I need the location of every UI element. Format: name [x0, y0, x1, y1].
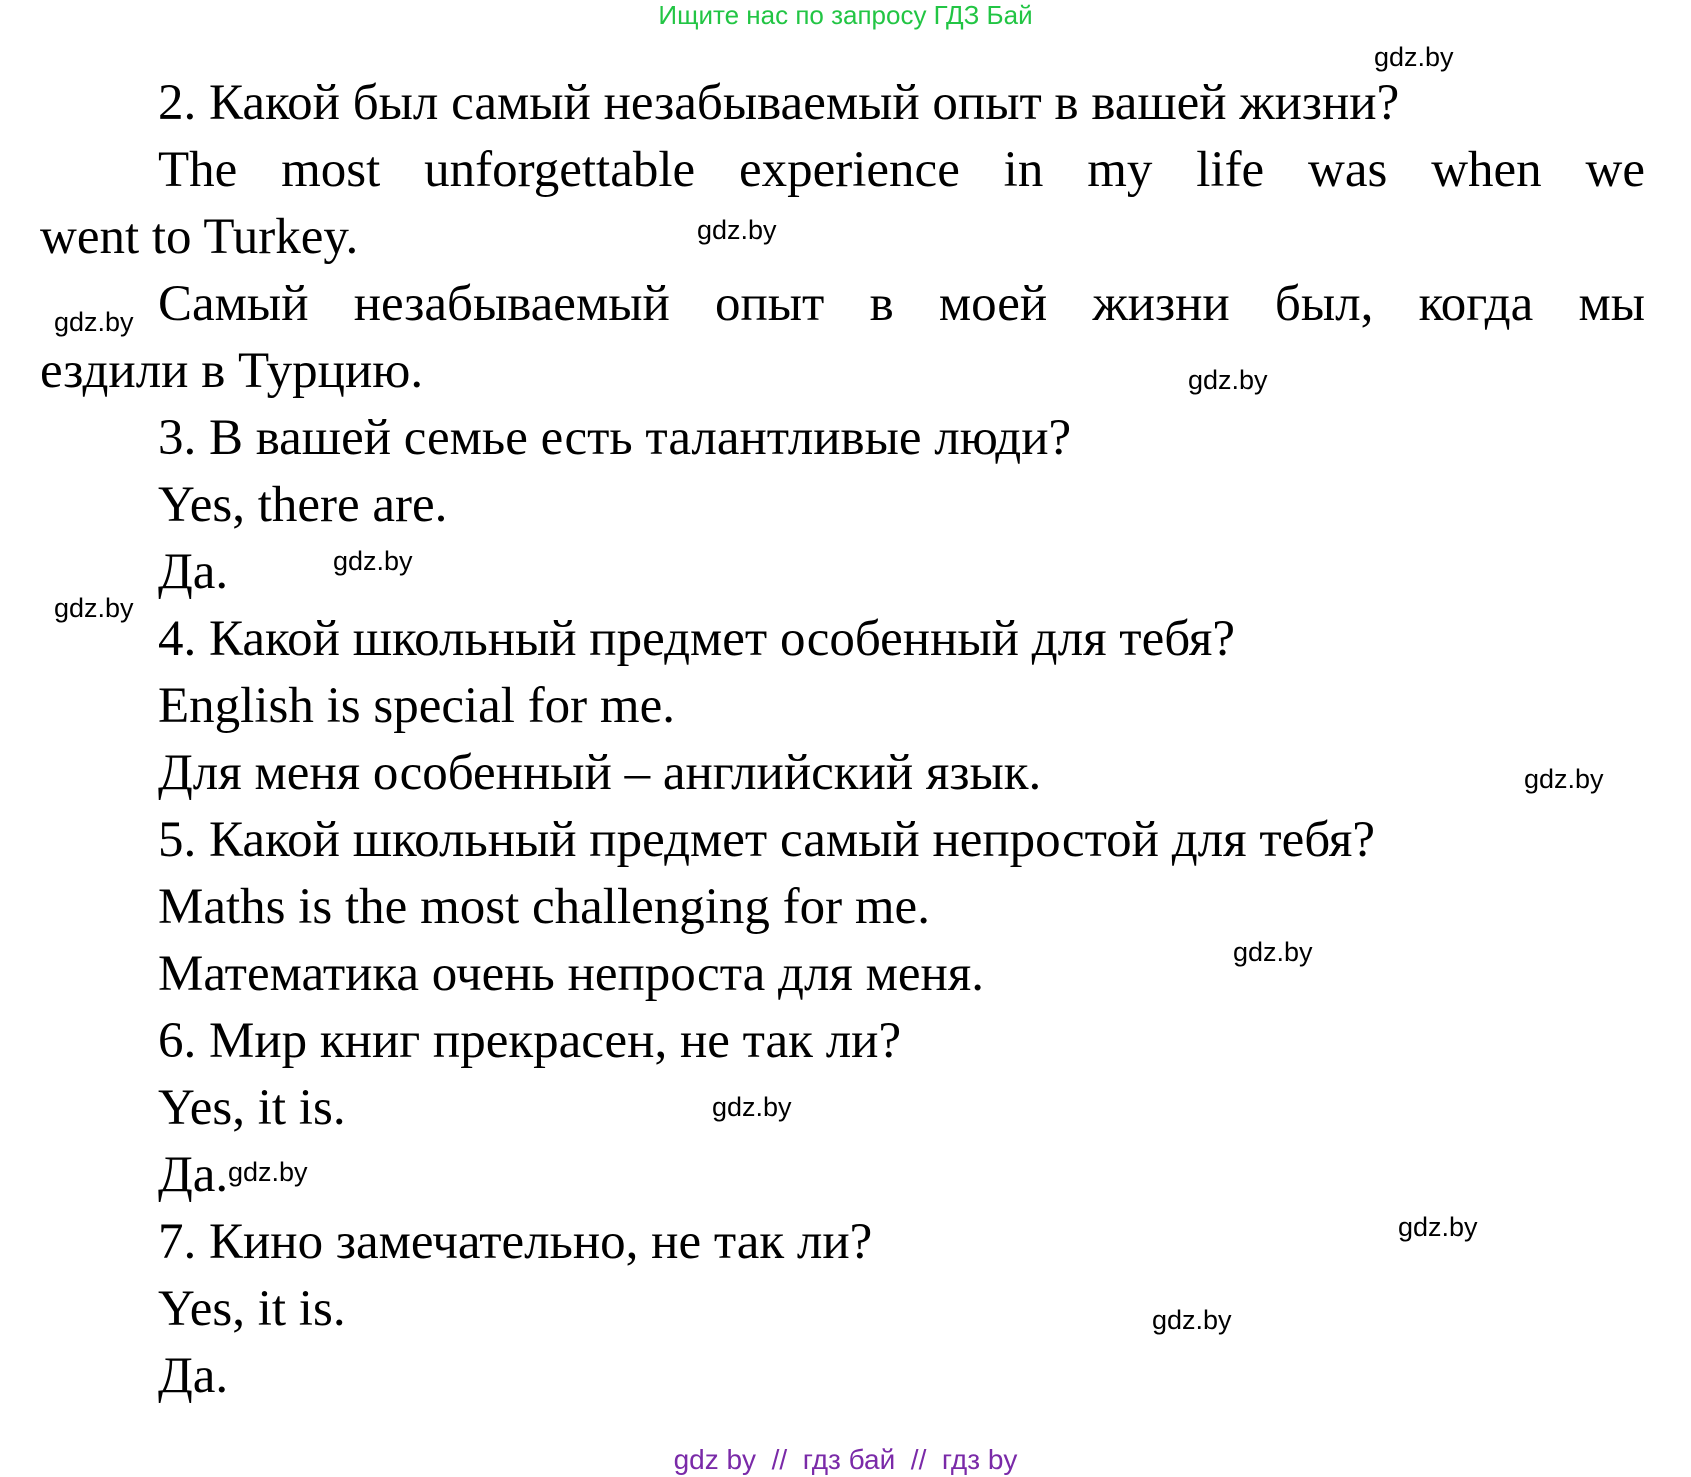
watermark: gdz.by — [1233, 937, 1313, 967]
watermark: gdz.by — [1188, 365, 1268, 395]
watermark: gdz.by — [697, 215, 777, 245]
footer-links: gdz by // гдз бай // гдз by — [673, 1444, 1018, 1475]
watermark: gdz.by — [54, 307, 134, 337]
answer-5-ru: Математика очень непроста для меня. — [158, 946, 985, 1002]
answer-6-en: Yes, it is. — [158, 1080, 346, 1136]
question-4: 4. Какой школьный предмет особенный для тебя? — [158, 611, 1235, 667]
question-7: 7. Кино замечательно, не так ли? — [158, 1214, 873, 1270]
answer-2-ru-line-2: ездили в Турцию. — [40, 343, 424, 399]
watermark: gdz.by — [1374, 42, 1454, 72]
answer-4-ru: Для меня особенный – английский язык. — [158, 745, 1042, 801]
watermark: gdz.by — [54, 593, 134, 623]
answer-5-en: Maths is the most challenging for me. — [158, 879, 930, 935]
question-5: 5. Какой школьный предмет самый непростой для тебя? — [158, 812, 1376, 868]
question-2: 2. Какой был самый незабываемый опыт в вашей жизни? — [158, 75, 1400, 131]
watermark: gdz.by — [1398, 1212, 1478, 1242]
answer-4-en: English is special for me. — [158, 678, 675, 734]
question-3: 3. В вашей семье есть талантливые люди? — [158, 410, 1072, 466]
watermark: gdz.by — [1152, 1305, 1232, 1335]
watermark: gdz.by — [228, 1157, 308, 1187]
watermark: gdz.by — [712, 1092, 792, 1122]
answer-7-en: Yes, it is. — [158, 1281, 346, 1337]
watermark: gdz.by — [1524, 764, 1604, 794]
watermark: gdz.by — [333, 546, 413, 576]
answer-3-ru: Да. — [158, 544, 229, 600]
answer-6-ru: Да. — [158, 1147, 229, 1203]
answer-2-en-line-1: The most unforgettable experience in my life was when we — [158, 142, 1645, 198]
answer-2-ru-line-1: Самый незабываемый опыт в моей жизни был, когда мы — [158, 276, 1645, 332]
question-6: 6. Мир книг прекрасен, не так ли? — [158, 1013, 902, 1069]
answer-2-en-line-2: went to Turkey. — [40, 209, 359, 265]
answer-7-ru: Да. — [158, 1348, 229, 1404]
answer-3-en: Yes, there are. — [158, 477, 448, 533]
search-banner: Ищите нас по запросу ГДЗ Бай — [658, 0, 1033, 30]
